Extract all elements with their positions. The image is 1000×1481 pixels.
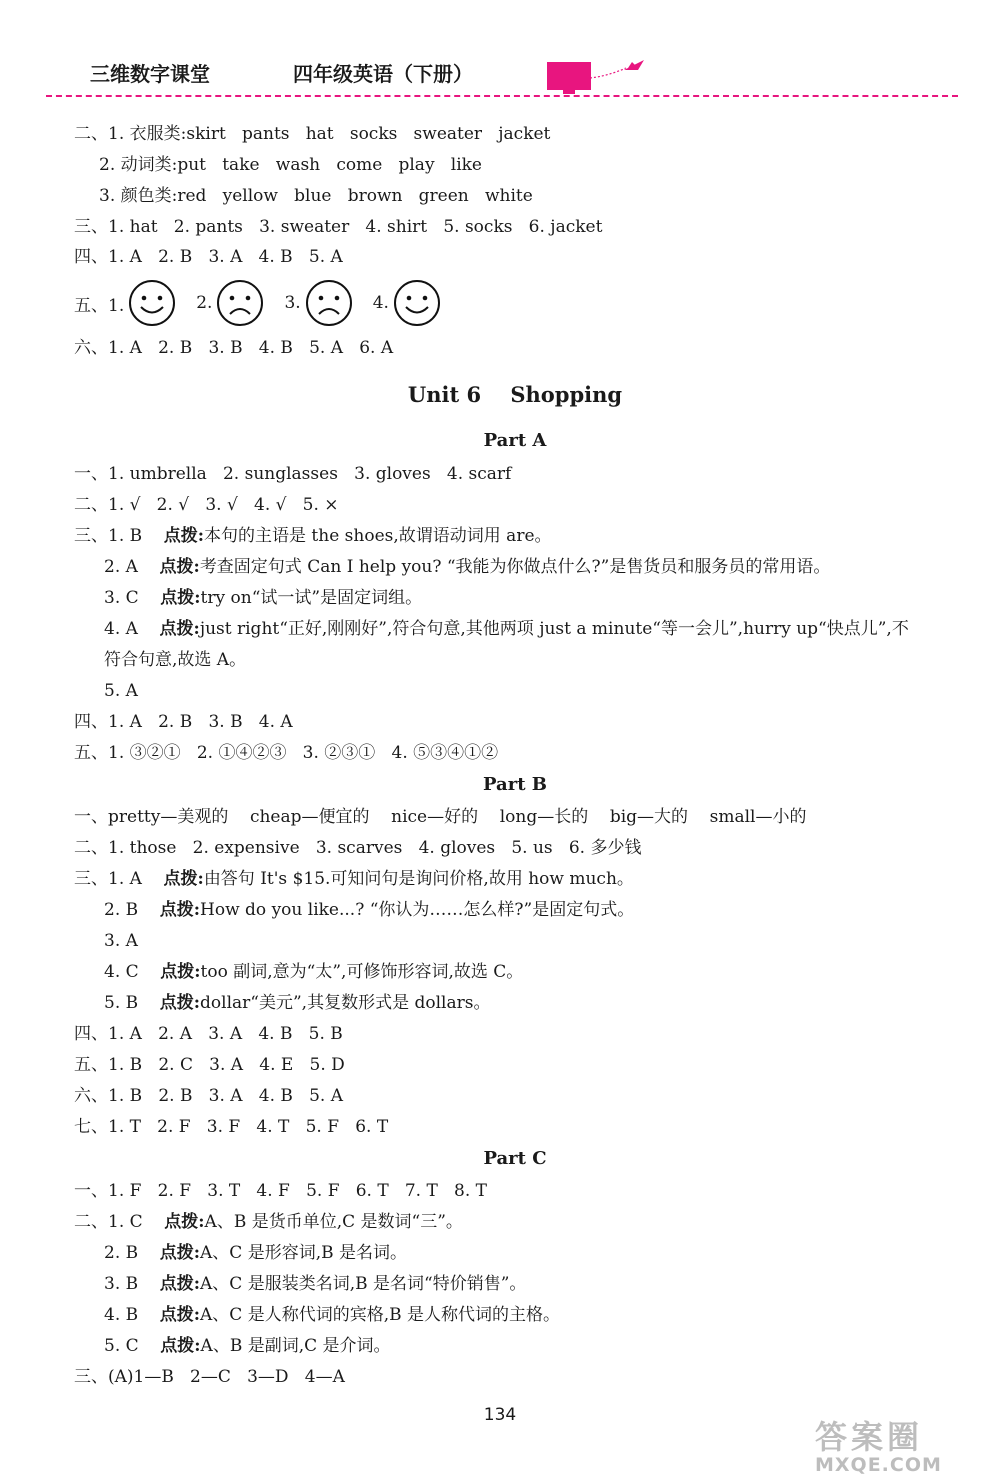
answer-line: 四、1. A 2. B 3. B 4. A [74, 712, 293, 732]
part-b-title: Part B [483, 774, 547, 795]
part-c-title: Part C [483, 1148, 547, 1169]
face-number: 3. [284, 293, 301, 313]
book-series-title: 三维数字课堂 [90, 62, 210, 86]
happy-face-icon [393, 279, 441, 327]
happy-face-icon [128, 279, 176, 327]
face-number: 2. [196, 293, 213, 313]
header-divider [46, 95, 958, 97]
monitor-stand [563, 90, 575, 94]
answer-line: 五、1. B 2. C 3. A 4. E 5. D [74, 1055, 345, 1075]
answer-line: 六、1. B 2. B 3. A 4. B 5. A [74, 1086, 343, 1106]
answer-line: 4. B 点拨:A、C 是人称代词的宾格,B 是人称代词的主格。 [104, 1305, 561, 1325]
answer-line: 3. A [104, 931, 138, 951]
answer-line: 四、1. A 2. B 3. A 4. B 5. A [74, 247, 343, 267]
answer-line: 5. A [104, 681, 138, 701]
answer-line: 一、1. F 2. F 3. T 4. F 5. F 6. T 7. T 8. T [74, 1181, 488, 1201]
answer-line: 2. A 点拨:考查固定句式 Can I help you? “我能为你做点什么?”是售货员和服务员的常用语。 [104, 557, 831, 577]
answer-line: 二、1. 衣服类:skirt pants hat socks sweater jacket [74, 124, 551, 144]
unit-title: Unit 6 Shopping [407, 382, 623, 407]
page-number: 134 [483, 1405, 517, 1425]
watermark-bottom: MXQE.COM [815, 1454, 942, 1476]
monitor-logo [547, 62, 591, 90]
answer-line: 3. B 点拨:A、C 是服装类名词,B 是名词“特价销售”。 [104, 1274, 527, 1294]
answer-line: 2. 动词类:put take wash come play like [99, 155, 482, 175]
part-a-title: Part A [483, 430, 547, 451]
answer-line: 三、1. A 点拨:由答句 It's $15.可知问句是询问价格,故用 how much。 [74, 869, 634, 889]
answer-line: 三、1. hat 2. pants 3. sweater 4. shirt 5. socks 6. jacket [74, 217, 603, 237]
answer-line: 五、1. ③②① 2. ①④②③ 3. ②③① 4. ⑤③④①② [74, 743, 499, 763]
answer-line: 2. B 点拨:A、C 是形容词,B 是名词。 [104, 1243, 408, 1263]
sad-face-icon [216, 279, 264, 327]
answer-line: 一、pretty—美观的 cheap—便宜的 nice—好的 long—长的 big—大的 small—小的 [74, 807, 807, 827]
rocket-icon [588, 56, 648, 82]
answer-line: 一、1. umbrella 2. sunglasses 3. gloves 4. scarf [74, 464, 512, 484]
answer-line: 3. 颜色类:red yellow blue brown green white [99, 186, 533, 206]
book-subject-title: 四年级英语（下册） [293, 62, 473, 86]
faces-prefix: 五、1. [74, 295, 125, 316]
answer-line: 二、1. C 点拨:A、B 是货币单位,C 是数词“三”。 [74, 1212, 463, 1232]
faces-answer-row [74, 278, 461, 328]
answer-line: 符合句意,故选 A。 [104, 650, 247, 670]
answer-line: 5. B 点拨:dollar“美元”,其复数形式是 dollars。 [104, 993, 491, 1013]
answer-line: 二、1. √ 2. √ 3. √ 4. √ 5. × [74, 495, 339, 515]
answer-line: 4. A 点拨:just right“正好,刚刚好”,符合句意,其他两项 just a minute“等一会儿”,hurry up“快点儿”,不 [104, 619, 909, 639]
answer-line: 四、1. A 2. A 3. A 4. B 5. B [74, 1024, 343, 1044]
sad-face-icon [305, 279, 353, 327]
answer-line: 3. C 点拨:try on“试一试”是固定词组。 [104, 588, 423, 608]
watermark-logo [815, 1412, 995, 1477]
face-number: 4. [372, 293, 389, 313]
answer-line: 2. B 点拨:How do you like...? “你认为……怎么样?”是固定句式。 [104, 900, 635, 920]
watermark-top: 答案圈 [815, 1418, 924, 1456]
answer-line: 三、1. B 点拨:本句的主语是 the shoes,故谓语动词用 are。 [74, 526, 552, 546]
answer-line: 三、(A)1—B 2—C 3—D 4—A [74, 1367, 345, 1387]
answer-line: 二、1. those 2. expensive 3. scarves 4. gloves 5. us 6. 多少钱 [74, 838, 642, 858]
answer-line: 六、1. A 2. B 3. B 4. B 5. A 6. A [74, 338, 394, 358]
answer-line: 4. C 点拨:too 副词,意为“太”,可修饰形容词,故选 C。 [104, 962, 524, 982]
answer-line: 5. C 点拨:A、B 是副词,C 是介词。 [104, 1336, 391, 1356]
answer-line: 七、1. T 2. F 3. F 4. T 5. F 6. T [74, 1117, 389, 1137]
